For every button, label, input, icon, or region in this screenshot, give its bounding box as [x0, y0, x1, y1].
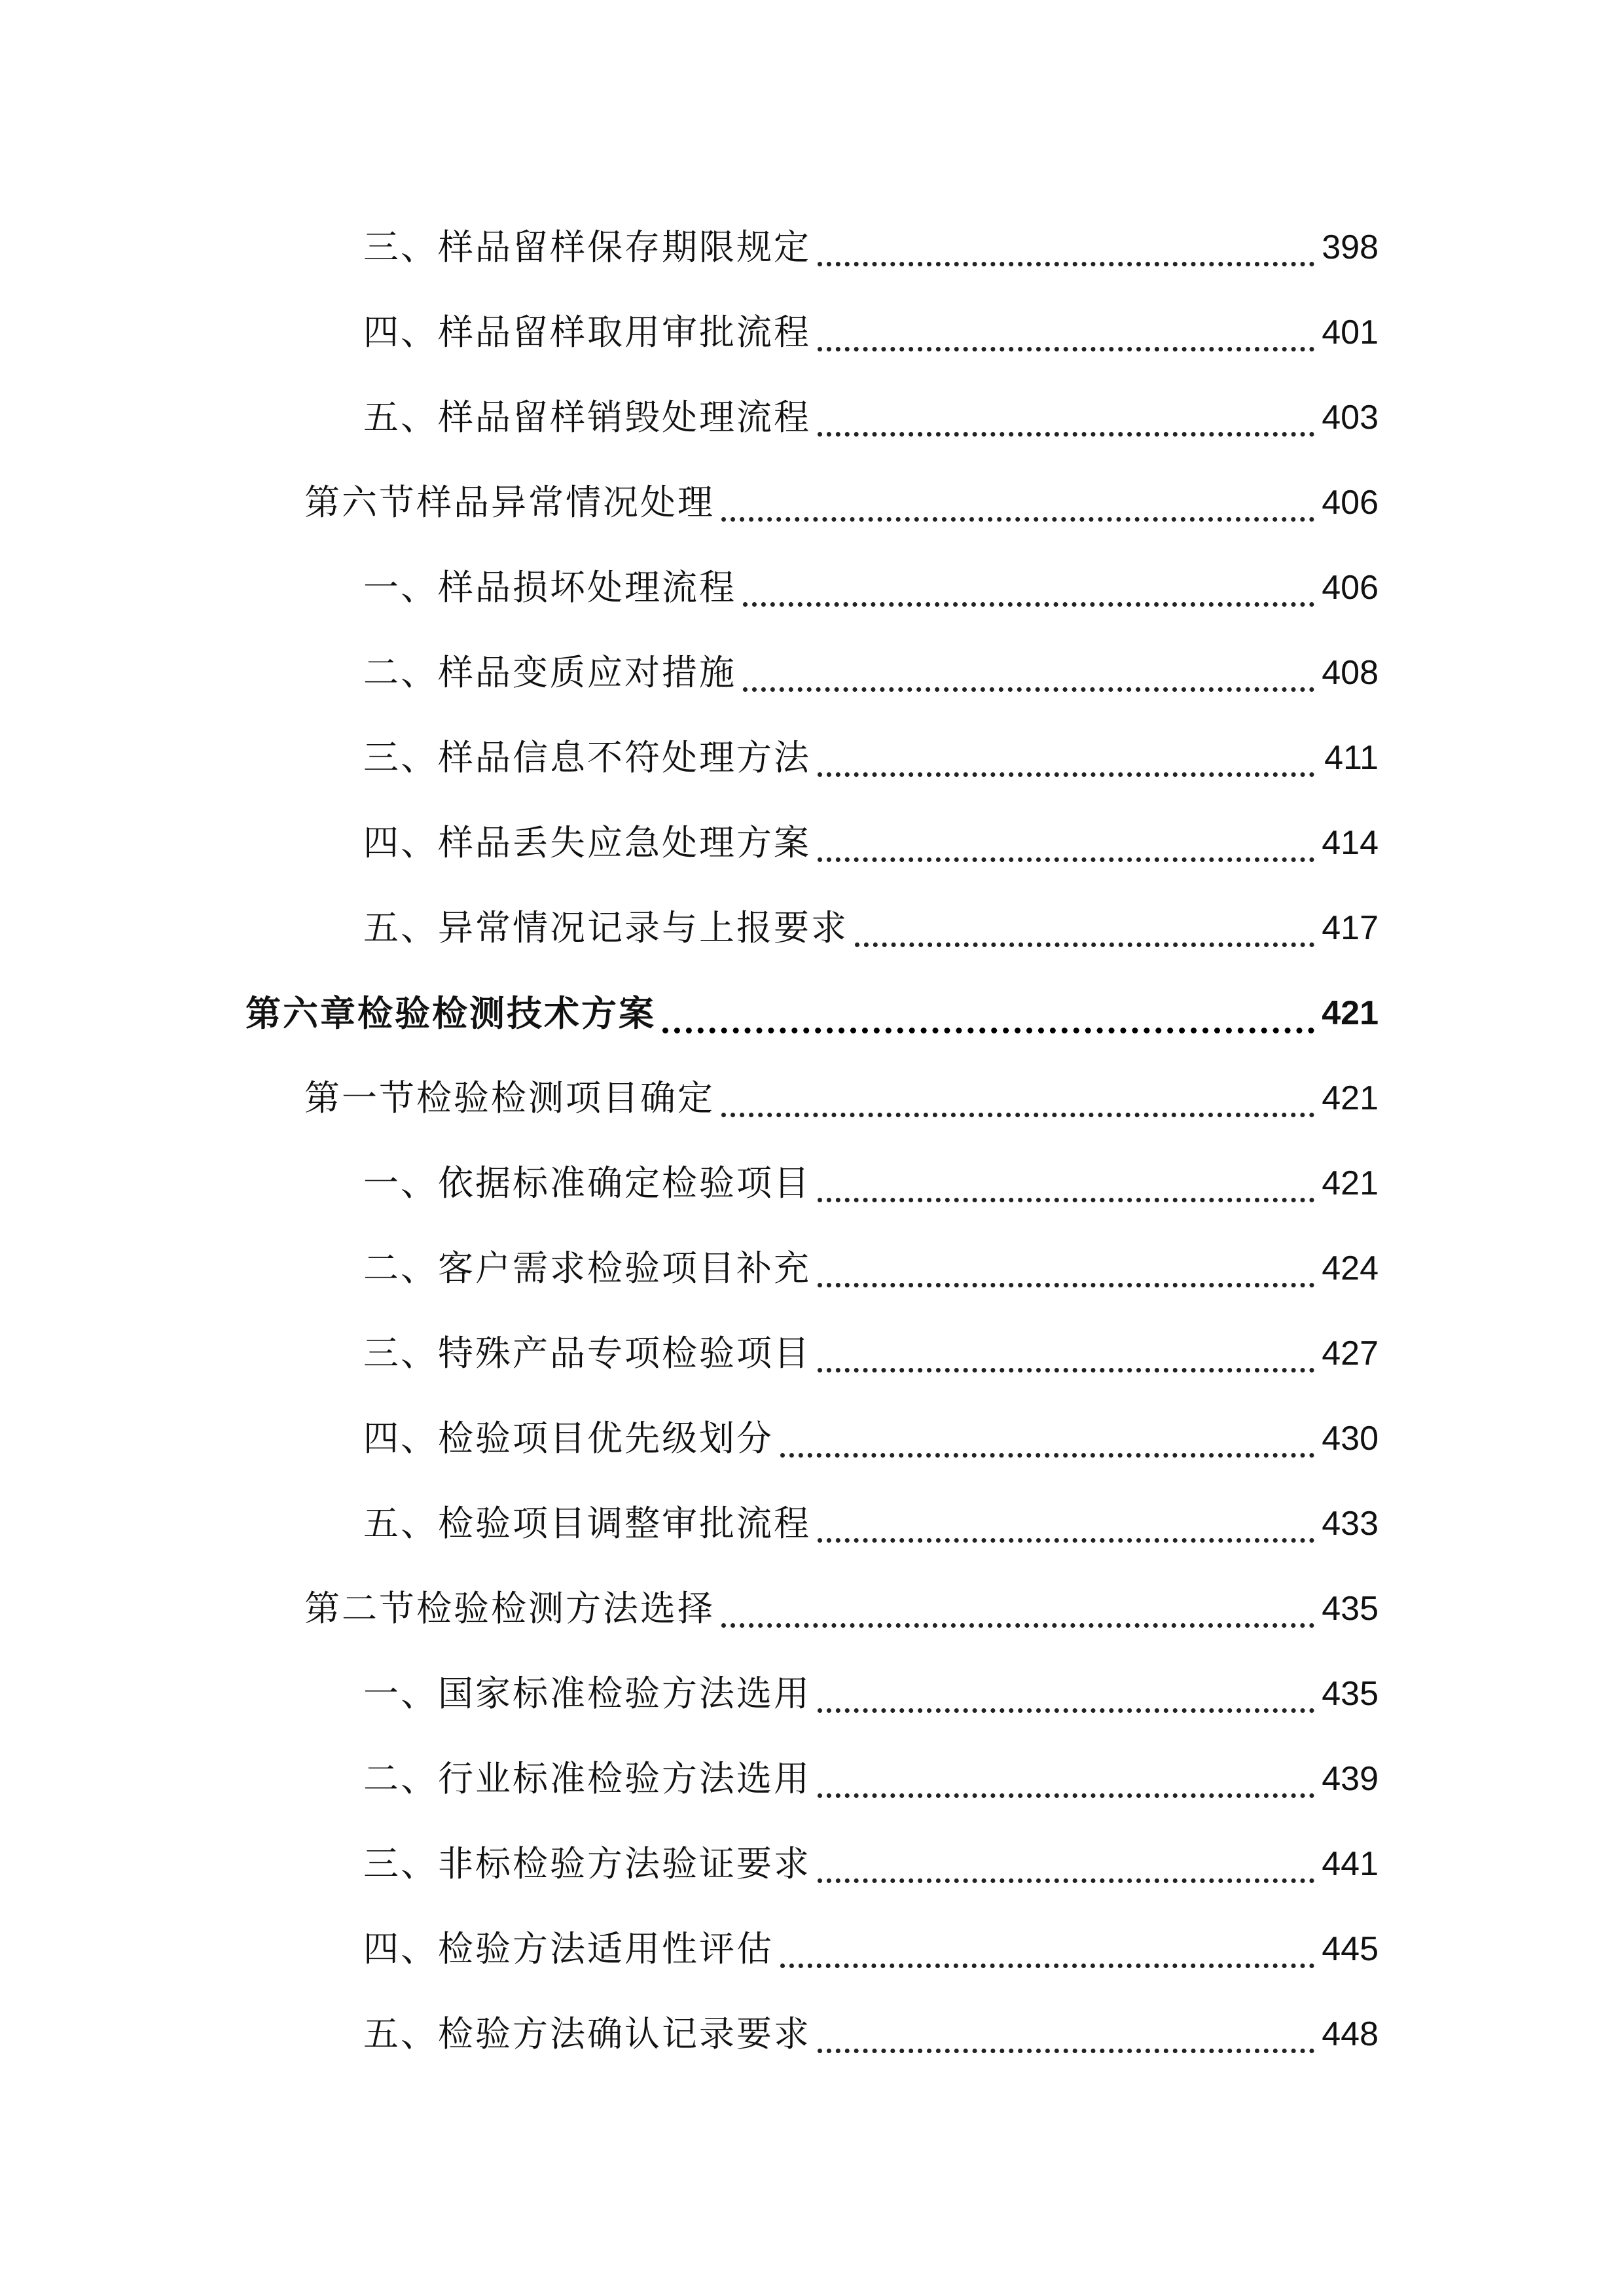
toc-subsection-entry[interactable]: [0, 1144, 1624, 1229]
toc-dot-leader: [818, 1708, 1314, 1713]
toc-subsection-entry[interactable]: [0, 208, 1624, 293]
toc-dot-leader: [721, 1623, 1314, 1628]
toc-dot-leader: [818, 432, 1314, 437]
toc-subsection-entry[interactable]: [0, 1655, 1624, 1740]
toc-dot-leader: [818, 1538, 1314, 1543]
toc-entry-title: 二、样品变质应对措施: [363, 652, 736, 693]
toc-entry-title: 三、非标检验方法验证要求: [363, 1843, 811, 1884]
toc-dot-leader: [721, 517, 1314, 522]
toc-page-number: 406: [1322, 569, 1379, 607]
toc-dot-leader: [818, 1878, 1314, 1883]
toc-page-number: 408: [1322, 654, 1379, 692]
toc-entry-title: 第六章检验检测技术方案: [245, 992, 656, 1034]
toc-dot-leader: [855, 942, 1314, 947]
toc-page-number: 433: [1322, 1505, 1379, 1543]
toc-entry-title: 四、样品留样取用审批流程: [363, 312, 811, 353]
toc-page-number: 421: [1322, 1164, 1379, 1202]
toc-entry-title: 第一节检验检测项目确定: [304, 1077, 715, 1119]
toc-entry-title: 三、特殊产品专项检验项目: [363, 1333, 811, 1374]
toc-entry-title: 四、样品丢失应急处理方案: [363, 822, 811, 863]
toc-entry-title: 四、检验方法适用性评估: [363, 1928, 774, 1969]
toc-dot-leader: [818, 2049, 1314, 2053]
toc-page-number: 439: [1322, 1760, 1379, 1798]
toc-dot-leader: [662, 1028, 1314, 1033]
toc-page-number: 403: [1322, 399, 1379, 437]
toc-subsection-entry[interactable]: [0, 634, 1624, 719]
toc-page-number: 435: [1322, 1675, 1379, 1713]
toc-dot-leader: [818, 347, 1314, 351]
toc-subsection-entry[interactable]: [0, 719, 1624, 804]
toc-page-number: 401: [1322, 314, 1379, 351]
toc-dot-leader: [818, 1793, 1314, 1798]
toc-page-number: 421: [1322, 1079, 1379, 1117]
toc-entry-title: 五、检验方法确认记录要求: [363, 2013, 811, 2054]
toc-subsection-entry[interactable]: [0, 1399, 1624, 1484]
toc-section-entry[interactable]: [0, 1059, 1624, 1144]
toc-dot-leader: [721, 1113, 1314, 1117]
toc-page-number: 427: [1322, 1335, 1379, 1372]
toc-subsection-entry[interactable]: [0, 1910, 1624, 1995]
toc-dot-leader: [780, 1964, 1314, 1968]
toc-subsection-entry[interactable]: [0, 1995, 1624, 2080]
toc-subsection-entry[interactable]: [0, 1740, 1624, 1825]
toc-dot-leader: [780, 1453, 1314, 1458]
toc-dot-leader: [743, 687, 1314, 692]
toc-entry-title: 第六节样品异常情况处理: [304, 482, 715, 523]
toc-subsection-entry[interactable]: [0, 378, 1624, 463]
table-of-contents: [0, 208, 1624, 2080]
toc-entry-title: 一、依据标准确定检验项目: [363, 1162, 811, 1204]
toc-section-entry[interactable]: [0, 463, 1624, 548]
toc-subsection-entry[interactable]: [0, 548, 1624, 634]
toc-page-number: 421: [1322, 994, 1379, 1032]
toc-subsection-entry[interactable]: [0, 889, 1624, 974]
toc-entry-title: 一、国家标准检验方法选用: [363, 1673, 811, 1714]
toc-entry-title: 二、客户需求检验项目补充: [363, 1247, 811, 1289]
toc-section-entry[interactable]: [0, 1570, 1624, 1655]
toc-dot-leader: [818, 1198, 1314, 1202]
toc-entry-title: 五、样品留样销毁处理流程: [363, 397, 811, 438]
toc-entry-title: 四、检验项目优先级划分: [363, 1418, 774, 1459]
toc-entry-title: 三、样品留样保存期限规定: [363, 226, 811, 268]
toc-page-number: 430: [1322, 1420, 1379, 1458]
toc-dot-leader: [818, 1368, 1314, 1372]
toc-subsection-entry[interactable]: [0, 1484, 1624, 1570]
toc-page-number: 414: [1322, 824, 1379, 862]
toc-entry-title: 第二节检验检测方法选择: [304, 1588, 715, 1629]
toc-dot-leader: [818, 772, 1314, 777]
toc-page-number: 441: [1322, 1845, 1379, 1883]
toc-dot-leader: [818, 857, 1314, 862]
toc-subsection-entry[interactable]: [0, 1229, 1624, 1314]
toc-subsection-entry[interactable]: [0, 804, 1624, 889]
toc-entry-title: 五、检验项目调整审批流程: [363, 1503, 811, 1544]
toc-entry-title: 三、样品信息不符处理方法: [363, 737, 811, 778]
toc-dot-leader: [743, 602, 1314, 607]
toc-entry-title: 二、行业标准检验方法选用: [363, 1758, 811, 1799]
toc-page-number: 435: [1322, 1590, 1379, 1628]
toc-page-number: 445: [1322, 1930, 1379, 1968]
toc-chapter-entry[interactable]: [0, 974, 1624, 1059]
toc-page-number: 424: [1322, 1249, 1379, 1287]
toc-subsection-entry[interactable]: [0, 1314, 1624, 1399]
toc-entry-title: 一、样品损坏处理流程: [363, 567, 736, 608]
toc-page-number: 398: [1322, 228, 1379, 266]
toc-dot-leader: [818, 262, 1314, 266]
toc-subsection-entry[interactable]: [0, 1825, 1624, 1910]
toc-dot-leader: [818, 1283, 1314, 1287]
toc-page-number: 417: [1322, 909, 1379, 947]
toc-page-number: 406: [1322, 484, 1379, 522]
toc-entry-title: 五、异常情况记录与上报要求: [363, 907, 848, 948]
toc-page-number: 411: [1324, 739, 1379, 777]
toc-page-number: 448: [1322, 2015, 1379, 2053]
toc-subsection-entry[interactable]: [0, 293, 1624, 378]
